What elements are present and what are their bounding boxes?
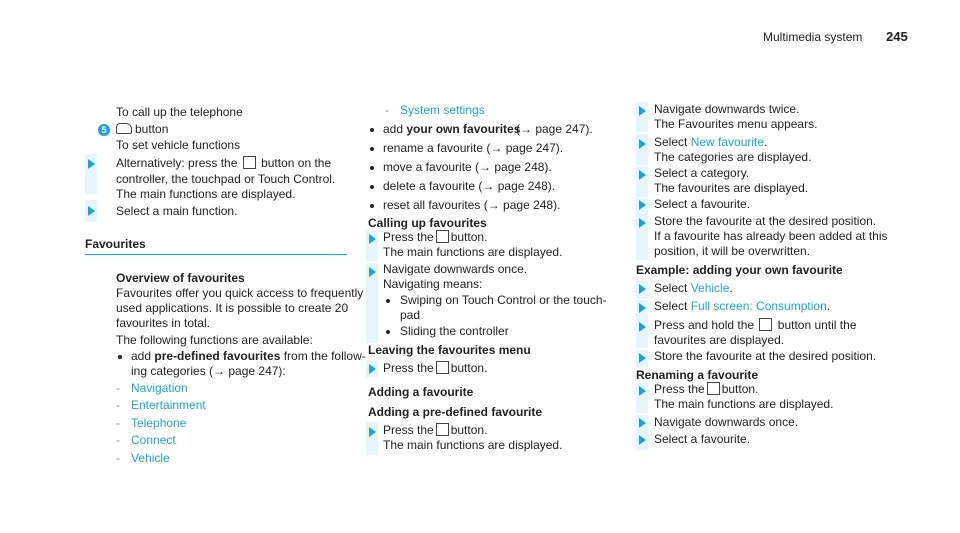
home-icon <box>436 423 449 436</box>
subsection-title: Calling up favourites <box>368 216 487 230</box>
bullet-dot <box>386 330 390 334</box>
car-icon <box>116 123 132 134</box>
step-arrow-icon <box>639 284 646 294</box>
paragraph-line: Favourites offer you quick access to frequently <box>116 286 364 300</box>
bullet-text: move a favourite (→ page 248). <box>383 160 552 174</box>
running-header-title: Multimedia system <box>763 30 863 44</box>
home-icon <box>759 318 772 331</box>
step-arrow-icon <box>369 364 376 374</box>
dash: - <box>116 416 120 430</box>
dash: - <box>116 451 120 465</box>
page-ref: (→ page 247). <box>516 122 593 136</box>
paragraph-line: favourites in total. <box>116 316 211 330</box>
item-number-badge: 5 <box>98 124 110 136</box>
step-arrow-icon <box>369 267 376 277</box>
subsection-title: Adding a pre-defined favourite <box>368 405 543 419</box>
step-text: Store the favourite at the desired position. <box>654 214 877 228</box>
step-arrow-icon <box>639 106 646 116</box>
bullet-text: add your own favourites <box>383 122 521 136</box>
bullet-dot <box>370 166 374 170</box>
subsection-title: Adding a favourite <box>368 385 474 399</box>
step-arrow-icon <box>639 353 646 363</box>
bullet-dot <box>386 299 390 303</box>
step-text: Press and hold the button until the <box>654 318 857 332</box>
item5-line: button <box>116 122 168 137</box>
step-text: controller, the touchpad or Touch Control. <box>116 172 336 186</box>
home-icon <box>436 230 449 243</box>
dash: - <box>116 433 120 447</box>
step-text: The categories are displayed. <box>654 150 812 164</box>
step-arrow-icon <box>639 386 646 396</box>
step-arrow-icon <box>88 159 95 169</box>
bullet-dot <box>370 185 374 189</box>
intro-line: To call up the telephone <box>116 105 243 119</box>
subsection-title: Overview of favourites <box>116 271 245 285</box>
item5-desc: To set vehicle functions <box>116 138 241 152</box>
step-arrow-icon <box>639 303 646 313</box>
step-text: The favourites are displayed. <box>654 181 809 195</box>
dash: - <box>116 381 120 395</box>
bullet-text: delete a favourite (→ page 248). <box>383 179 556 193</box>
step-text: Select a favourite. <box>654 197 751 211</box>
step-text: Navigate downwards twice. <box>654 102 800 116</box>
category-link-connect[interactable]: Connect <box>131 433 176 447</box>
bullet-text: Swiping on Touch Control or the touch- <box>400 293 607 307</box>
step-text: Select a favourite. <box>654 432 751 446</box>
bullet-dot <box>370 147 374 151</box>
step-arrow-icon <box>369 427 376 437</box>
home-icon <box>707 382 720 395</box>
section-divider <box>85 254 347 255</box>
bullet-dot <box>118 355 122 359</box>
step-text: Select a category. <box>654 166 750 180</box>
step-text: Alternatively: press the button on the <box>116 156 332 170</box>
bullet-text: ing categories (→ page 247): <box>131 364 286 378</box>
step-text: Press the button. <box>383 361 488 375</box>
menu-link-full-screen-consumption[interactable]: Full screen: Consumption <box>690 299 827 313</box>
step-arrow-icon <box>639 322 646 332</box>
category-link-entertainment[interactable]: Entertainment <box>131 398 206 412</box>
step-text: Navigate downwards once. <box>383 262 528 276</box>
subsection-title: Example: adding your own favourite <box>636 263 843 277</box>
step-text: favourites are displayed. <box>654 333 785 347</box>
subsection-title: Leaving the favourites menu <box>368 343 531 357</box>
page-number: 245 <box>886 29 908 44</box>
step-arrow-icon <box>639 418 646 428</box>
step-text: Press the button. <box>383 423 488 437</box>
bullet-text: add pre-defined favourites from the follow- <box>131 349 366 363</box>
step-arrow-icon <box>369 234 376 244</box>
subsection-title: Renaming a favourite <box>636 368 759 382</box>
menu-link-new-favourite[interactable]: New favourite <box>690 135 765 149</box>
category-link-system-settings[interactable]: System settings <box>400 103 485 117</box>
step-arrow-icon <box>639 139 646 149</box>
step-arrow-icon <box>88 206 95 216</box>
bullet-dot <box>370 128 374 132</box>
bullet-text: reset all favourites (→ page 248). <box>383 198 561 212</box>
home-icon <box>436 361 449 374</box>
paragraph-line: used applications. It is possible to create 20 <box>116 301 349 315</box>
dash: - <box>385 103 389 117</box>
dash: - <box>116 398 120 412</box>
step-text: The main functions are displayed. <box>383 245 563 259</box>
bullet-text: Sliding the controller <box>400 324 509 338</box>
section-title: Favourites <box>85 237 146 251</box>
step-arrow-icon <box>639 170 646 180</box>
step-text: Select a main function. <box>116 204 238 218</box>
step-arrow-icon <box>639 200 646 210</box>
step-text: Store the favourite at the desired position. <box>654 349 877 363</box>
step-text: Press the button. <box>383 230 488 244</box>
bullet-text: pad <box>400 308 421 322</box>
step-text: If a favourite has already been added at this <box>654 229 888 243</box>
step-text: Press the button. <box>654 382 759 396</box>
step-text: Navigating means: <box>383 277 483 291</box>
step-text: Select Vehicle. <box>654 281 733 295</box>
category-link-navigation[interactable]: Navigation <box>131 381 188 395</box>
step-arrow-icon <box>639 218 646 228</box>
category-link-vehicle[interactable]: Vehicle <box>131 451 170 465</box>
step-text: The main functions are displayed. <box>116 187 296 201</box>
step-text: The main functions are displayed. <box>654 397 834 411</box>
category-link-telephone[interactable]: Telephone <box>131 416 187 430</box>
step-text: Select Full screen: Consumption. <box>654 299 831 313</box>
menu-link-vehicle[interactable]: Vehicle <box>690 281 730 295</box>
step-arrow-icon <box>639 435 646 445</box>
step-text: position, it will be overwritten. <box>654 244 811 258</box>
home-icon <box>243 156 256 169</box>
bullet-dot <box>370 204 374 208</box>
bullet-text: rename a favourite (→ page 247). <box>383 141 564 155</box>
step-text: Navigate downwards once. <box>654 415 799 429</box>
step-text: The main functions are displayed. <box>383 438 563 452</box>
step-text: Select New favourite. <box>654 135 768 149</box>
step-text: The Favourites menu appears. <box>654 117 818 131</box>
paragraph-line: The following functions are available: <box>116 333 313 347</box>
